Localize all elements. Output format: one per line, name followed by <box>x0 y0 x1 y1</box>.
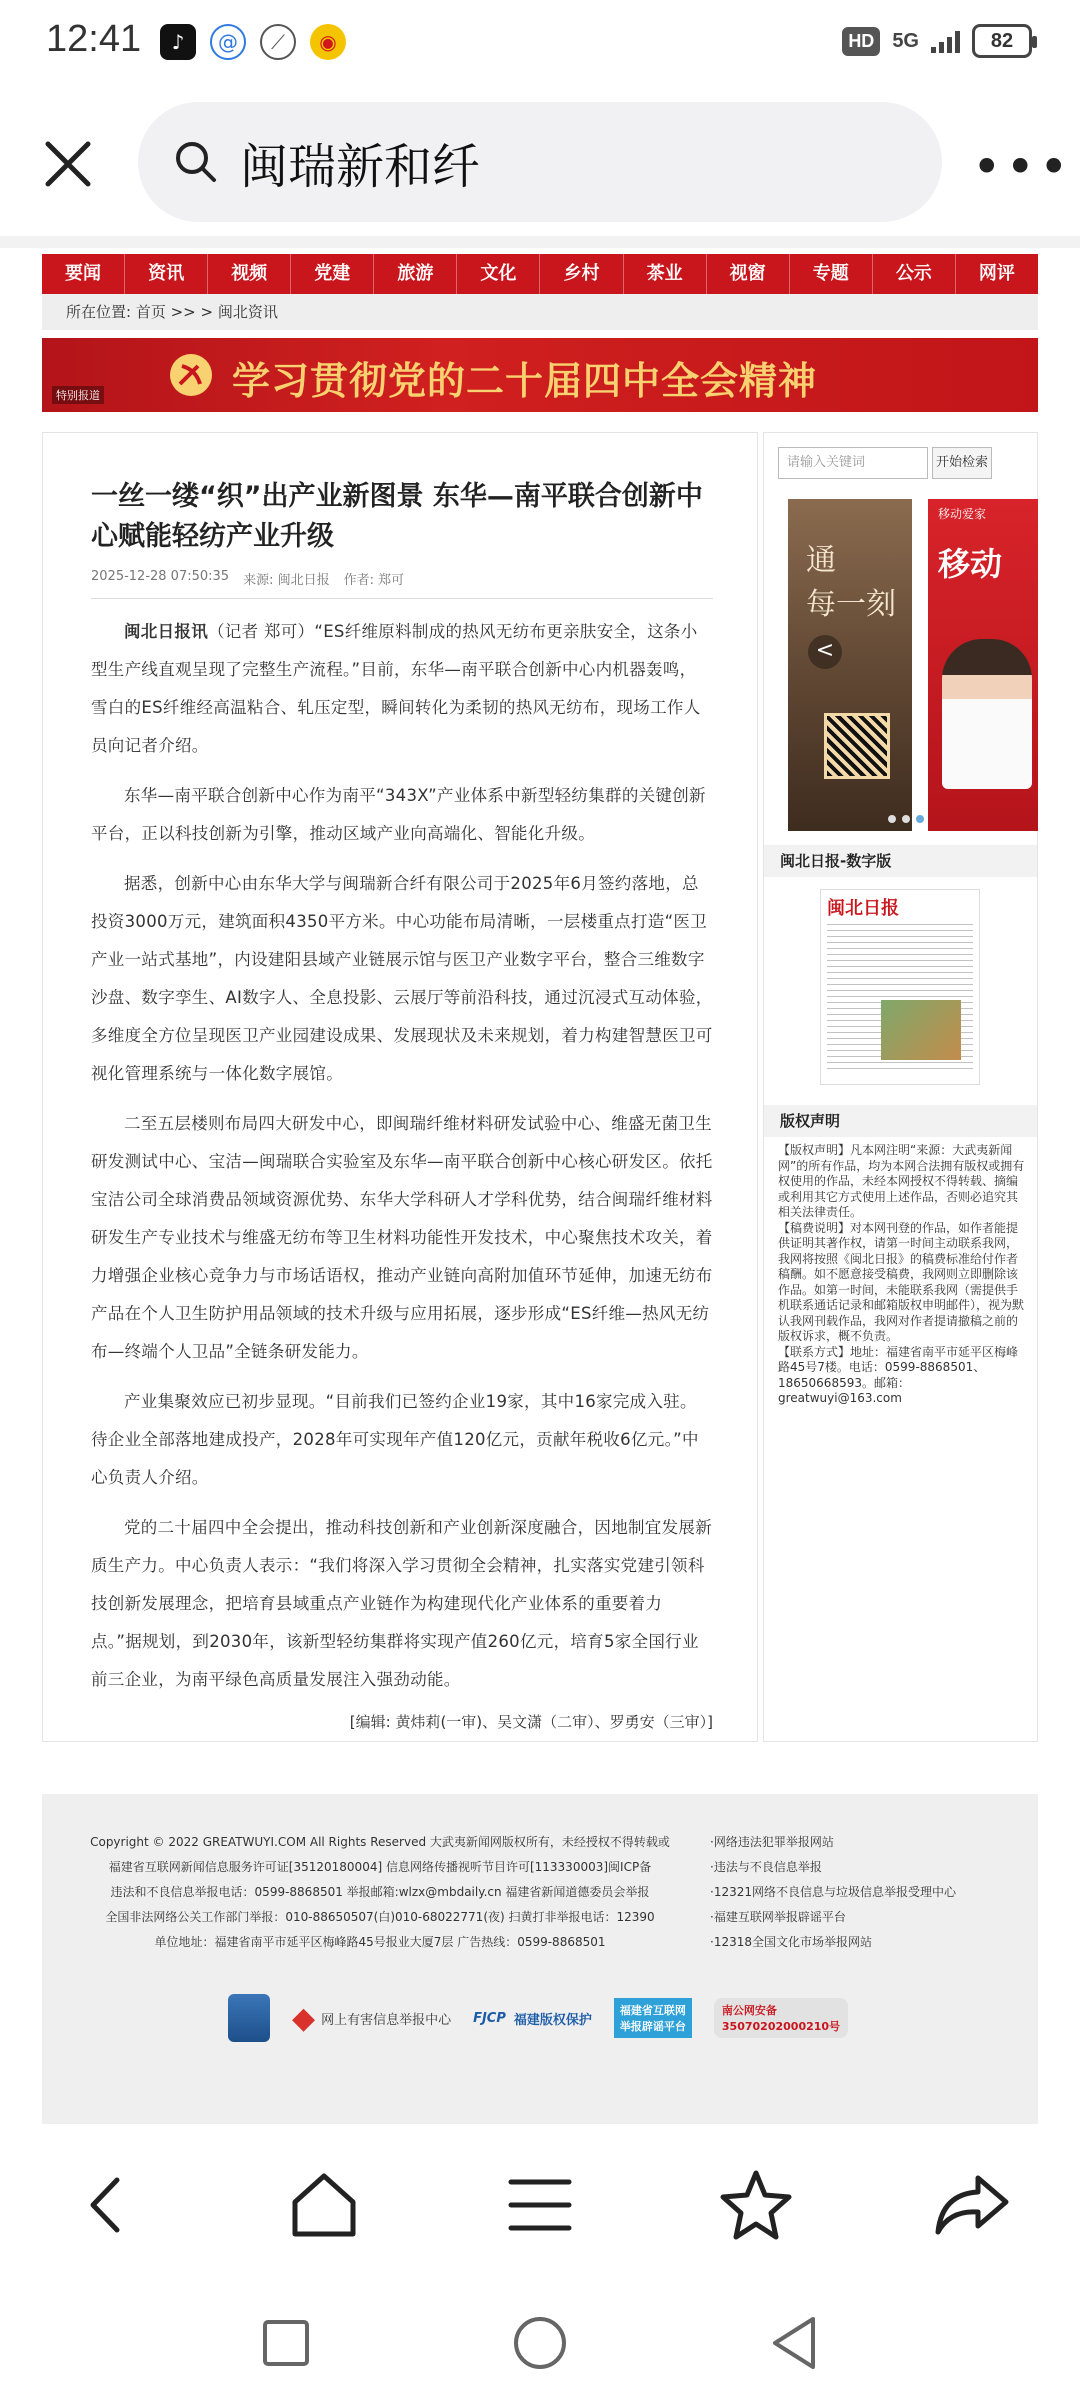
nav-item[interactable]: 公示 <box>873 254 956 294</box>
carousel-prev-icon[interactable]: < <box>808 635 842 669</box>
webpage-content <box>42 254 1038 1742</box>
footer-logos <box>228 1994 848 2042</box>
digital-edition-heading: 闽北日报-数字版 <box>764 845 1037 877</box>
search-input[interactable] <box>138 102 942 222</box>
banner-tag: 特别报道 <box>52 386 104 404</box>
ad-slide-text: 移动 <box>938 545 1003 583</box>
nav-item[interactable]: 资讯 <box>125 254 208 294</box>
tiktok-icon: ♪ <box>160 24 196 60</box>
search-query-text: 闽瑞新和纤 <box>240 139 481 195</box>
footer-link[interactable]: ·网络违法犯罪举报网站 <box>710 1835 834 1849</box>
nav-item[interactable]: 网评 <box>978 263 1015 284</box>
circle-icon <box>512 2315 568 2371</box>
home-icon <box>287 2168 361 2242</box>
nav-item[interactable]: 专题 <box>790 254 873 294</box>
paragraph <box>91 613 713 765</box>
ad-slide[interactable] <box>928 499 1038 831</box>
paragraph: 党的二十届四中全会提出，推动科技创新和产业创新深度融合，因地制宜发展新质生产力。中心负责人表示：“我们将深入学习贯彻全会精神，扎实落实党建引领科技创新发展理念，把培育县域重点产业链作为构建现代化产业体系的重要着力点。”据规划，到2030年，该新型轻纺集群将实现产值260亿元，培育5家全国行业前三企业，为南平绿色高质量发展注入强劲动能。 <box>91 1518 712 1689</box>
sidebar-search-button[interactable]: 开始检索 <box>932 447 992 479</box>
weibo-icon: ◉ <box>310 24 346 60</box>
hd-badge: HD <box>842 27 880 56</box>
status-bar <box>0 0 1080 84</box>
footer-link[interactable]: ·福建互联网举报辟谣平台 <box>710 1910 846 1924</box>
article <box>42 432 758 1742</box>
share-button[interactable] <box>927 2160 1017 2250</box>
paragraph: 二至五层楼则布局四大研发中心，即闽瑞纤维材料研发试验中心、维盛无菌卫生研发测试中心、宝洁—闽瑞联合实验室及东华—南平联合创新中心核心研发区。依托宝洁公司全球消费品领域资源优势、东华大学科研人才学科优势，结合闽瑞纤维材料研发生产专业技术与维盛无纺布等卫生材料功能性开发技术，中心聚焦技术攻关，着力增强企业核心竞争力与市场话语权，推动产业链向高附加值环节延伸，加速无纺布产品在个人卫生防护用品领域的技术升级与应用拓展，逐步形成“ES纤维—热风无纺布—终端个人卫品”全链条研发能力。 <box>91 1114 713 1361</box>
sidebar <box>763 432 1038 1742</box>
paragraph-text: （记者 郑可）“ES纤维原料制成的热风无纺布更亲肤安全，这条小型生产线直观呈现了完整生产流程。”目前，东华—南平联合创新中心内机器轰鸣，雪白的ES纤维经高温粘合、轧压定型，瞬间转化为柔韧的热风无纺布，现场工作人员向记者介绍。 <box>91 622 701 755</box>
newspaper-photo <box>881 1000 961 1060</box>
system-nav-bar <box>0 2300 1080 2390</box>
footer-line: 福建省互联网新闻信息服务许可证[35120180004] 信息网络传播视听节目许可[113330003]闽ICP备 <box>108 1860 652 1874</box>
nav-item[interactable]: 党建 <box>291 254 374 294</box>
divider <box>0 236 1080 248</box>
ad-slide[interactable] <box>788 499 912 831</box>
recents-button[interactable] <box>261 2318 311 2372</box>
qq-browser-icon: @ <box>210 24 246 60</box>
battery-level: 82 <box>990 29 1014 52</box>
close-button[interactable] <box>38 134 98 194</box>
article-date: 2025-12-28 07:50:35 <box>91 569 230 584</box>
signal-label: 5G <box>892 29 919 52</box>
back-icon <box>73 2170 143 2240</box>
status-indicators <box>842 24 1032 58</box>
article-author: 作者: 郑可 <box>343 573 405 588</box>
feather-icon: ⟋ <box>260 24 296 60</box>
status-time: 12:41 <box>46 18 142 60</box>
public-security-logo[interactable]: 南公网安备 35070202000210号 <box>714 1998 848 2038</box>
favorite-button[interactable] <box>711 2160 801 2250</box>
ad-carousel[interactable] <box>778 499 1038 831</box>
back-button[interactable] <box>63 2160 153 2250</box>
system-back-button[interactable] <box>769 2315 819 2375</box>
site-footer <box>42 1794 1038 2124</box>
nav-item[interactable]: 视频 <box>208 254 291 294</box>
footer-link[interactable]: ·违法与不良信息举报 <box>710 1860 822 1874</box>
footer-link[interactable]: ·12321网络不良信息与垃圾信息举报受理中心 <box>710 1885 956 1899</box>
browser-bottom-nav <box>0 2150 1080 2260</box>
paragraph: 据悉，创新中心由东华大学与闽瑞新合纤有限公司于2025年6月签约落地，总投资3000万元，建筑面积4350平方米。中心功能布局清晰，一层楼重点打造“医卫产业一站式基地”，内设建阳县域产业链展示馆与医卫产业数字平台，整合三维数字沙盘、数字孪生、AI数字人、全息投影、云展厅等前沿科技，通过沉浸式互动体验，多维度全方位呈现医卫产业园建设成果、发展现状及未来规划，着力构建智慧医卫可视化管理系统与一体化数字展馆。 <box>91 874 713 1083</box>
editor-credit: [编辑: 黄炜莉(一审)、吴文潇（二审）、罗勇安（三审）] <box>349 1713 713 1731</box>
banner-title: 学习贯彻党的二十届四中全会精神 <box>232 358 818 403</box>
lead-bold: 闽北日报讯 <box>124 622 208 641</box>
article-body <box>91 613 713 1732</box>
system-home-button[interactable] <box>512 2315 568 2375</box>
copyright-heading: 版权声明 <box>764 1105 1037 1137</box>
more-options-button[interactable]: ••• <box>972 138 1073 196</box>
nav-item[interactable]: 旅游 <box>374 254 457 294</box>
nav-item[interactable]: 茶业 <box>624 254 707 294</box>
footer-link[interactable]: ·12318全国文化市场举报网站 <box>710 1935 872 1949</box>
article-meta <box>91 569 713 599</box>
police-badge-icon[interactable] <box>228 1994 270 2042</box>
home-button[interactable] <box>279 2160 369 2250</box>
browser-search-bar <box>0 100 1080 224</box>
status-app-icons <box>160 24 346 60</box>
triangle-back-icon <box>769 2315 819 2371</box>
ad-logo: 移动爱家 <box>938 507 987 521</box>
battery-icon <box>972 24 1032 58</box>
menu-button[interactable] <box>495 2160 585 2250</box>
fjcp-logo[interactable]: FJCP 福建版权保护 <box>473 2010 592 2028</box>
article-title: 一丝一缕“织”出产业新图景 东华—南平联合创新中心赋能轻纺产业升级 <box>91 481 703 552</box>
carousel-dots <box>888 815 924 823</box>
report-center-logo[interactable]: ◆ 网上有害信息举报中心 <box>292 2000 452 2036</box>
newspaper-masthead: 闽北日报 <box>827 898 899 919</box>
nav-item[interactable]: 视窗 <box>707 254 790 294</box>
nav-item[interactable]: 乡村 <box>540 254 623 294</box>
square-icon <box>261 2318 311 2368</box>
newspaper-thumbnail[interactable] <box>820 889 980 1085</box>
search-icon <box>172 138 218 184</box>
sidebar-search-input[interactable]: 请输入关键词 <box>778 447 928 479</box>
footer-info <box>60 1830 700 1955</box>
signal-icon <box>931 29 960 53</box>
ad-person-image <box>942 639 1032 789</box>
paragraph: 产业集聚效应已初步显现。“目前我们已签约企业19家，其中16家完成入驻。待企业全部落地建成投产，2028年可实现年产值120亿元，贡献年税收6亿元。”中心负责人介绍。 <box>91 1392 699 1487</box>
site-nav <box>42 254 1038 294</box>
footer-line: 全国非法网络公关工作部门举报：010-88650507(白)010-68022771(夜) 扫黄打非举报电话：12390 <box>105 1910 655 1924</box>
ad-slide-text: 通 每一刻 <box>806 543 896 622</box>
nav-item[interactable]: 文化 <box>457 254 540 294</box>
footer-line: Copyright © 2022 GREATWUYI.COM All Rights Reserved 大武夷新闻网版权所有，未经授权不得转载或 <box>90 1835 670 1849</box>
close-icon <box>38 134 98 194</box>
paragraph: 东华—南平联合创新中心作为南平“343X”产业体系中新型轻纺集群的关键创新平台，正以科技创新为引擎，推动区域产业向高端化、智能化升级。 <box>91 786 706 843</box>
qr-code-icon <box>824 713 890 779</box>
promo-banner[interactable] <box>42 338 1038 412</box>
footer-line: 单位地址：福建省南平市延平区梅峰路45号报业大厦7层 广告热线：0599-8868501 <box>154 1935 606 1949</box>
footer-line: 违法和不良信息举报电话：0599-8868501 举报邮箱:wlzx@mbdaily.cn 福建省新闻道德委员会举报 <box>110 1885 650 1899</box>
footer-links <box>710 1830 956 1955</box>
party-emblem-icon <box>168 352 214 398</box>
menu-icon <box>505 2170 575 2240</box>
share-icon <box>932 2170 1012 2240</box>
nav-item[interactable]: 要闻 <box>42 254 125 294</box>
favorite-icon <box>718 2167 794 2243</box>
breadcrumb: 所在位置: 首页 >> > 闽北资讯 <box>42 294 1038 330</box>
article-source: 来源: 闽北日报 <box>243 573 330 588</box>
content-area <box>42 432 1038 1742</box>
copyright-text: 【版权声明】凡本网注明“来源：大武夷新闻网”的所有作品，均为本网合法拥有版权或拥有权使用的作品，未经本网授权不得转载、摘编或利用其它方式使用上述作品，否则必追究其相关法律责任。 【稿费说明】对本网刊登的作品，如作者能提供证明其著作权，请第一时间主动联系我网，我网将按照《闽北日报》的稿费标准给付作者稿酬。如不愿意接受稿费，我网则立即删除该作品。如第一时间，未能联系我网（需提供手机联系通话记录和邮箱版权申明邮件），视为默认我网刊载作品，我网对作者提请撤稿之前的版权诉求，概不负责。 【联系方式】地址：福建省南平市延平区梅峰路45号7楼。电话：0599-8868501、18650668593。邮箱：greatwuyi@163.com <box>778 1143 1025 1405</box>
rumor-platform-logo[interactable]: 福建省互联网 举报辟谣平台 <box>614 1998 692 2038</box>
